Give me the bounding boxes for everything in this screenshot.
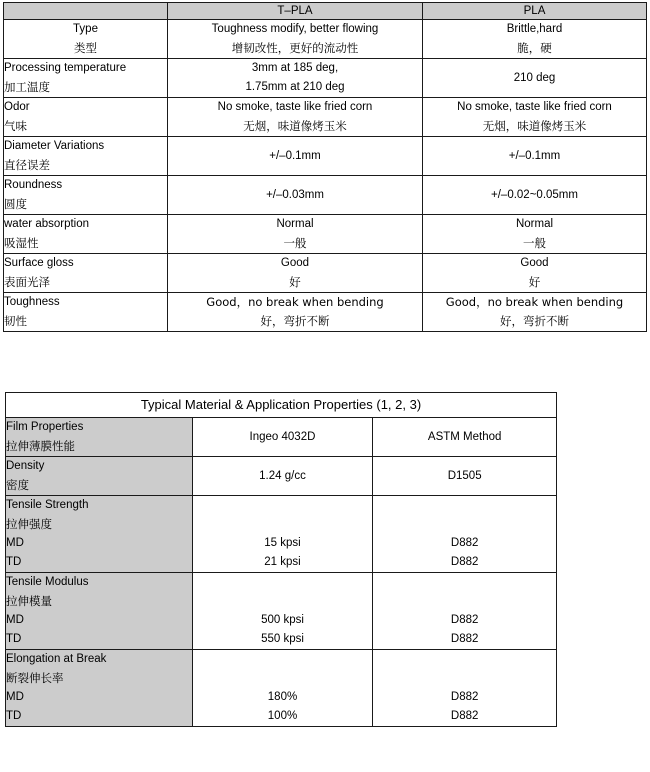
row-label-en: Surface gloss [4,257,74,269]
row-label-zh: 密度 [6,478,29,492]
row-label-density [6,457,193,496]
value-md: 180% [267,691,298,703]
cell-tensile-strength-values [192,496,373,573]
header-ingeo-column: Ingeo 4032D [192,418,373,457]
row-label-zh: 直径误差 [4,158,50,172]
cell-pla-odor [423,98,647,137]
row-label-water-absorption [4,215,168,254]
row-label-odor [4,98,168,137]
value-0: 1.24 g/cc [259,469,306,482]
cell-value-zh: 好，弯折不断 [260,314,330,328]
cell-value-zh: 好 [289,275,301,289]
method-td: D882 [450,556,479,568]
typical-material-properties-table [5,392,557,727]
method-md: D882 [450,614,479,626]
layout-spacer [193,496,373,515]
row-label-zh: 吸湿性 [4,236,39,250]
cell-pla-surface-gloss [423,254,647,293]
cell-value-zh: 无烟，味道像烤玉米 [243,119,347,133]
row-label-zh: 加工温度 [4,80,50,94]
row-label-en: Processing temperature [4,62,127,74]
filament-comparison-table-container [3,2,646,332]
row-label-en: Odor [4,101,30,113]
cell-value-en: Good [280,257,310,269]
cell-pla-diameter-variations: +/–0.1mm [423,137,647,176]
cell-value-zh: 好，弯折不断 [500,314,569,328]
method-md: D882 [450,537,479,549]
cell-value-en: No smoke, taste like fried corn [457,101,612,113]
header-label-en: Film Properties [6,421,84,433]
table-row [4,254,647,293]
row-label-tensile-modulus [6,573,193,650]
row-label-zh: 类型 [74,41,97,55]
layout-spacer [373,515,556,534]
cell-tensile-modulus-methods [373,573,557,650]
table-row [4,98,647,137]
value-td: 21 kpsi [264,556,301,568]
table-row [6,573,557,650]
row-label-tensile-strength [6,496,193,573]
cell-value-line2: 1.75mm at 210 deg [245,81,345,93]
cell-density-value [192,457,373,496]
row-label-en: Density [6,460,45,472]
layout-spacer [193,515,373,534]
cell-pla-type [423,20,647,59]
cell-tpla-toughness [168,293,423,332]
table-header-row [6,418,557,457]
table-row [6,650,557,727]
cell-value-en: Good [520,257,549,269]
row-label-roundness [4,176,168,215]
column-header-tpla: T–PLA [168,3,423,20]
cell-value-zh: 一般 [283,236,307,250]
cell-tpla-water-absorption [168,215,423,254]
cell-tpla-type [168,20,423,59]
row-sublabel-md: MD [6,691,24,703]
table-row [6,457,557,496]
cell-tpla-odor [168,98,423,137]
layout-spacer [373,573,556,592]
cell-pla-toughness [423,293,647,332]
row-label-en: water absorption [4,218,90,230]
table-title: Typical Material & Application Properties (1, 2, 3) [6,393,557,418]
table-row [4,293,647,332]
cell-pla-water-absorption [423,215,647,254]
layout-spacer [373,669,556,688]
cell-value-en: Brittle,hard [506,23,563,35]
row-label-diameter-variations [4,137,168,176]
filament-comparison-table [3,2,647,332]
cell-value-line1: 3mm at 185 deg, [251,62,339,74]
row-sublabel-td: TD [6,710,22,722]
row-label-zh: 气味 [4,119,27,133]
value-td: 100% [267,710,298,722]
layout-spacer [373,496,556,515]
layout-spacer [193,650,373,669]
header-label-zh: 拉伸薄膜性能 [6,439,75,453]
row-label-en: Type [73,23,98,35]
cell-value-en: Toughness modify, better flowing [211,23,379,35]
method-td: D882 [450,633,479,645]
row-sublabel-md: MD [6,614,24,626]
cell-value-zh: 一般 [523,236,546,250]
cell-tensile-modulus-values [192,573,373,650]
row-label-en: Roundness [4,179,63,191]
cell-value-zh: 增韧改性，更好的流动性 [231,41,359,55]
row-label-toughness [4,293,168,332]
table-row [4,215,647,254]
layout-spacer [373,592,556,611]
cell-value-en: No smoke, taste like fried corn [217,101,373,113]
method-md: D882 [450,691,479,703]
table-title-row [6,393,557,418]
row-sublabel-md: MD [6,537,24,549]
layout-spacer [373,650,556,669]
layout-spacer [193,592,373,611]
table-row [4,137,647,176]
table-row [6,496,557,573]
cell-value-zh: 无烟，味道像烤玉米 [482,119,587,133]
cell-value-zh: 好 [528,275,541,289]
row-sublabel-td: TD [6,633,22,645]
table-row [4,20,647,59]
header-astm-method-column: ASTM Method [373,418,557,457]
row-label-zh: 断裂伸长率 [6,671,64,685]
cell-tpla-diameter-variations: +/–0.1mm [168,137,423,176]
row-label-surface-gloss [4,254,168,293]
cell-density-method [373,457,557,496]
row-label-en: Tensile Modulus [6,576,89,588]
method-0: D1505 [447,469,482,482]
cell-tensile-strength-methods [373,496,557,573]
cell-value-en: Normal [515,218,554,230]
cell-tpla-processing-temperature [168,59,423,98]
value-td: 550 kpsi [261,633,304,645]
typical-material-properties-container [5,392,557,727]
row-label-zh: 圆度 [4,197,27,211]
cell-value-zh: 脆，硬 [517,41,552,55]
row-label-en: Diameter Variations [4,140,105,152]
table-header-row [4,3,647,20]
cell-elongation-values [192,650,373,727]
cell-value-en: Normal [276,218,314,230]
cell-value-en: Good，no break when bending [206,295,384,309]
row-label-processing-temperature [4,59,168,98]
cell-value-en: Good，no break when bending [445,295,624,309]
row-label-zh: 拉伸模量 [6,594,52,608]
row-label-en: Elongation at Break [6,653,107,665]
cell-tpla-roundness: +/–0.03mm [168,176,423,215]
table-row [4,176,647,215]
cell-tpla-surface-gloss [168,254,423,293]
table-row [4,59,647,98]
value-md: 500 kpsi [261,614,304,626]
row-label-zh: 表面光泽 [4,275,50,289]
cell-elongation-methods [373,650,557,727]
row-label-zh: 拉伸强度 [6,517,52,531]
column-header-pla: PLA [423,3,647,20]
value-md: 15 kpsi [264,537,301,549]
row-label-en: Toughness [4,296,60,308]
header-film-properties [6,418,193,457]
method-td: D882 [450,710,479,722]
row-label-type [4,20,168,59]
cell-pla-roundness: +/–0.02~0.05mm [423,176,647,215]
column-header-blank [4,3,168,20]
layout-spacer [193,573,373,592]
row-label-en: Tensile Strength [6,499,89,511]
cell-pla-processing-temperature: 210 deg [423,59,647,98]
row-label-elongation-at-break [6,650,193,727]
row-sublabel-td: TD [6,556,22,568]
row-label-zh: 韧性 [4,314,27,328]
layout-spacer [193,669,373,688]
